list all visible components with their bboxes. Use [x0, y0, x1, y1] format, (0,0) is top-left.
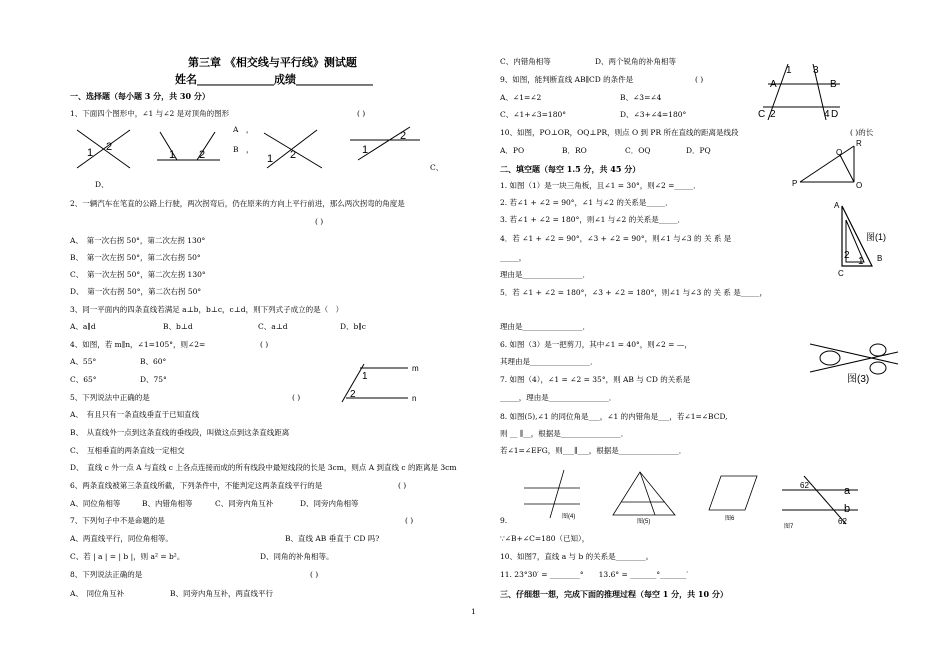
q9-option-c: C、∠1+∠3=180° [500, 110, 566, 119]
q9-figure [758, 62, 843, 124]
question-5: 5、下列说法中正确的是 [70, 393, 150, 402]
section-2-heading: 二、填空题（每空 1.5 分，共 45 分） [500, 164, 641, 174]
question-2-answer-paren: ( ) [315, 217, 324, 226]
figure-1-caption: 图(1) [866, 232, 886, 242]
question-1: 1、下面四个图形中，∠1 与∠2 是对顶角的图形 [70, 109, 230, 118]
question-7: 7、下列句子中不是命题的是 [70, 516, 165, 525]
q9-label-2: 2 [770, 109, 776, 120]
question-6-answer-paren: ( ) [398, 481, 407, 490]
question-4-answer-paren: ( ) [260, 340, 269, 349]
figure-7 [778, 472, 863, 532]
figure-6 [705, 472, 765, 520]
q10-option-a: A．PO [500, 146, 525, 155]
name-score-line: 姓名______________成绩______________ [175, 73, 373, 86]
q4-option-b: B、60° [140, 357, 167, 366]
fill-8-part2: 则 __ ∥__，根据是________________． [500, 429, 629, 438]
fill-6-reason: 其理由是________________． [500, 357, 598, 366]
figure-6-caption: 图6 [725, 516, 735, 522]
q8-option-b: B、同旁内角互补，两直线平行 [170, 589, 274, 598]
question-6: 6、两条直线被第三条直线所截，下列条件中，不能判定这两条直线平行的是 [70, 481, 323, 490]
fill-5: 5．若 ∠1 + ∠2 = 180°，∠3 + ∠2 = 180°，则∠1 与∠3 的 关 系 是_____， [500, 288, 768, 297]
q3-option-b: B、b⊥d [163, 322, 193, 331]
svg-text:2: 2 [290, 149, 297, 161]
q6-option-c: C、同旁内角互补 [215, 499, 274, 508]
svg-text:2: 2 [199, 149, 206, 161]
q9-label-3: 3 [813, 65, 819, 76]
question-10: 10、如图，PO⊥OR，OQ⊥PR，则点 O 到 PR 所在直线的距离是线段 [500, 128, 739, 137]
q3-option-d: D、b∥c [340, 322, 366, 331]
q4-option-a: A、55° [70, 357, 97, 366]
q6-option-a: A、同位角相等 [70, 499, 121, 508]
q2-option-b: B、 第一次左拐 50°，第二次右拐 50° [70, 253, 201, 262]
q10-figure [790, 138, 865, 190]
question-4: 4、如图，若 m∥n，∠1=105°，则∠2= [70, 340, 206, 349]
question-8-answer-paren: ( ) [310, 570, 319, 579]
figure-7-label-a: a [844, 485, 851, 497]
fill-6: 6. 如图（3）是一把剪刀，其中∠1 = 40°，则∠2 = —， [500, 340, 692, 349]
figure-7-caption: 图7 [784, 524, 794, 530]
svg-text:1: 1 [267, 153, 274, 165]
fill-11: 11. 23°30′ = ________° 13.6° = _______°_______′ [500, 570, 689, 579]
q3-option-c: C、a⊥d [258, 322, 288, 331]
section-3-heading: 三、仔细想一想，完成下面的推理过程（每空 1 分，共 10 分） [500, 589, 728, 599]
figure-4-caption: 图(4) [562, 514, 576, 520]
page-title: 第三章 《相交线与平行线》测试题 [188, 56, 357, 69]
q5-option-c: C、 互相垂直的两条直线一定相交 [70, 446, 185, 455]
fill-2: 2. 若∠1 + ∠2 = 90°，∠1 与∠2 的关系是_____． [500, 198, 673, 207]
q7-option-c: C、若 | a | = | b |，则 a² = b²。 [70, 552, 185, 561]
q10-label-q: Q [836, 148, 843, 157]
q10-option-b: B．RO [562, 146, 587, 155]
triangle-figure-1 [832, 198, 922, 276]
scissors-figure-3 [808, 340, 903, 385]
fill-8-part3: 若∠1=∠EFG，则___∥___，根据是________________． [500, 446, 687, 455]
triangle-label-c: C [838, 269, 844, 278]
q1-option-c: C、 [430, 163, 444, 172]
question-9: 9、如图，能判断直线 AB∥CD 的条件是 [500, 75, 634, 84]
question-9-answer-paren: ( ) [695, 75, 704, 84]
fill-4-answer: _____， [500, 253, 527, 262]
fill-4: 4．若 ∠1 + ∠2 = 90°，∠3 + ∠2 = 90°，则∠1 与∠3 的 关 系 是 [500, 234, 732, 243]
q4-label-2: 2 [350, 389, 356, 400]
q4-option-c: C、65° [70, 375, 97, 384]
q5-option-b: B、 从直线外一点到这条直线的垂线段，叫做这点到这条直线距离 [70, 428, 290, 437]
q8-option-d: D、两个锐角的补角相等 [595, 57, 677, 66]
q8-option-a: A、 同位角互补 [70, 589, 125, 598]
triangle-label-b: B [877, 254, 883, 263]
triangle-label-1: 1 [858, 256, 864, 267]
fill-3: 3. 若∠1 + ∠2 = 180°，则∠1 与∠2 的关系是_____． [500, 215, 685, 224]
figure-3-caption: 图(3) [847, 374, 870, 385]
figure-5-caption: 图(5) [637, 519, 651, 525]
q2-option-d: D、 第一次右拐 50°，第二次右拐 50° [70, 287, 202, 296]
q1-figure-b [155, 130, 225, 165]
q1-figure-d [348, 125, 423, 165]
triangle-label-a: A [834, 201, 840, 210]
fill-9: 9. [500, 516, 508, 525]
q9-option-b: B、∠3=∠4 [620, 93, 662, 102]
q7-option-d: D、同角的补角相等。 [260, 552, 334, 561]
figure-7-label-b: b [844, 503, 851, 515]
q1-option-d: D、 [95, 180, 109, 189]
svg-text:1: 1 [87, 147, 94, 159]
q3-option-a: A、a∥d [70, 322, 96, 331]
q5-option-a: A、 有且只有一条直线垂直于已知直线 [70, 410, 200, 419]
q7-option-a: A、两直线平行，同位角相等。 [70, 534, 173, 543]
q9-label-a: A [770, 79, 777, 90]
q9-label-4: 4 [824, 109, 830, 120]
fill-7-reason: _____，理由是________________． [500, 393, 617, 402]
section-1-heading: 一、选择题（每小题 3 分，共 30 分） [70, 91, 210, 101]
q1-option-a: A ， [233, 125, 254, 134]
q9-label-1: 1 [786, 65, 792, 76]
q10-label-r: R [856, 139, 862, 148]
q9-option-d: D、∠3+∠4=180° [620, 110, 687, 119]
question-1-answer-paren: ( ) [357, 109, 366, 118]
question-8: 8、下列说法正确的是 [70, 570, 143, 579]
q5-option-d: D、 直线 c 外一点 A 与直线 c 上各点连接而成的所有线段中最短线段的长是 3cm，则点 A 到直线 c 的距离是 3cm [70, 463, 457, 472]
q1-option-b: B ， [233, 145, 254, 154]
question-10-answer-paren: ( )的长 [850, 128, 874, 137]
fill-8: 8. 如图(5),∠1 的同位角是___，∠1 的内错角是___，若∠1=∠BCD, [500, 412, 728, 421]
q6-option-d: D、同旁内角相等 [300, 499, 359, 508]
figure-7-angle-bottom: 62 [838, 517, 847, 526]
q9-label-c: C [758, 109, 766, 120]
fill-4-reason: 理由是________________． [500, 270, 590, 279]
q1-figure-a [75, 128, 135, 173]
q6-option-b: B、内错角相等 [142, 499, 193, 508]
page-number: 1 [471, 607, 476, 616]
q7-option-b: B、直线 AB 垂直于 CD 吗? [285, 534, 380, 543]
q10-option-d: D．PQ [686, 146, 711, 155]
q4-label-m: m [412, 364, 419, 373]
svg-text:1: 1 [362, 144, 369, 156]
fill-10: 10、如图7，直线 a 与 b 的关系是________。 [500, 552, 654, 561]
svg-text:2: 2 [400, 130, 407, 142]
fill-1: 1. 如图（1）是一块三角板，且∠1 = 30°，则∠2 =_____． [500, 181, 701, 190]
q10-label-p: P [792, 179, 798, 188]
q1-figure-c [262, 128, 327, 173]
figure-7-angle-top: 62 [800, 481, 809, 490]
figure-5 [605, 470, 680, 525]
q4-option-d: D、75° [140, 375, 167, 384]
fill-7: 7. 如图（4），∠1 = ∠2 = 35°，则 AB 与 CD 的关系是 [500, 375, 691, 384]
question-7-answer-paren: ( ) [405, 516, 414, 525]
q2-option-a: A、 第一次右拐 50°，第二次左拐 130° [70, 236, 206, 245]
q9-option-a: A、∠1=∠2 [500, 93, 542, 102]
fill-9-given: ∵∠B+∠C=180（已知）， [500, 534, 590, 543]
q8-option-c: C、内错角相等 [500, 57, 551, 66]
q4-label-n: n [412, 394, 417, 403]
question-5-answer-paren: ( ) [292, 393, 301, 402]
q2-option-c: C、 第一次左拐 50°，第二次左拐 130° [70, 270, 206, 279]
question-3: 3、同一平面内的四条直线若满足 a⊥b，b⊥c，c⊥d，则下列式子成立的是（ ） [70, 305, 344, 314]
q10-option-c: C．OQ [625, 146, 651, 155]
q9-label-b: B [830, 79, 837, 90]
svg-text:1: 1 [169, 149, 176, 161]
q10-label-o: O [856, 181, 863, 190]
figure-4 [522, 468, 582, 520]
question-2: 2、一辆汽车在笔直的公路上行驶，两次拐弯后，仍在原来的方向上平行前进，那么两次拐弯的角度是 [70, 199, 405, 208]
triangle-label-2: 2 [844, 250, 850, 261]
svg-text:2: 2 [106, 141, 113, 153]
q4-figure [340, 362, 425, 404]
q4-label-1: 1 [362, 371, 368, 382]
q9-label-d: D [831, 109, 839, 120]
fill-5-reason: 理由是________________． [500, 322, 590, 331]
